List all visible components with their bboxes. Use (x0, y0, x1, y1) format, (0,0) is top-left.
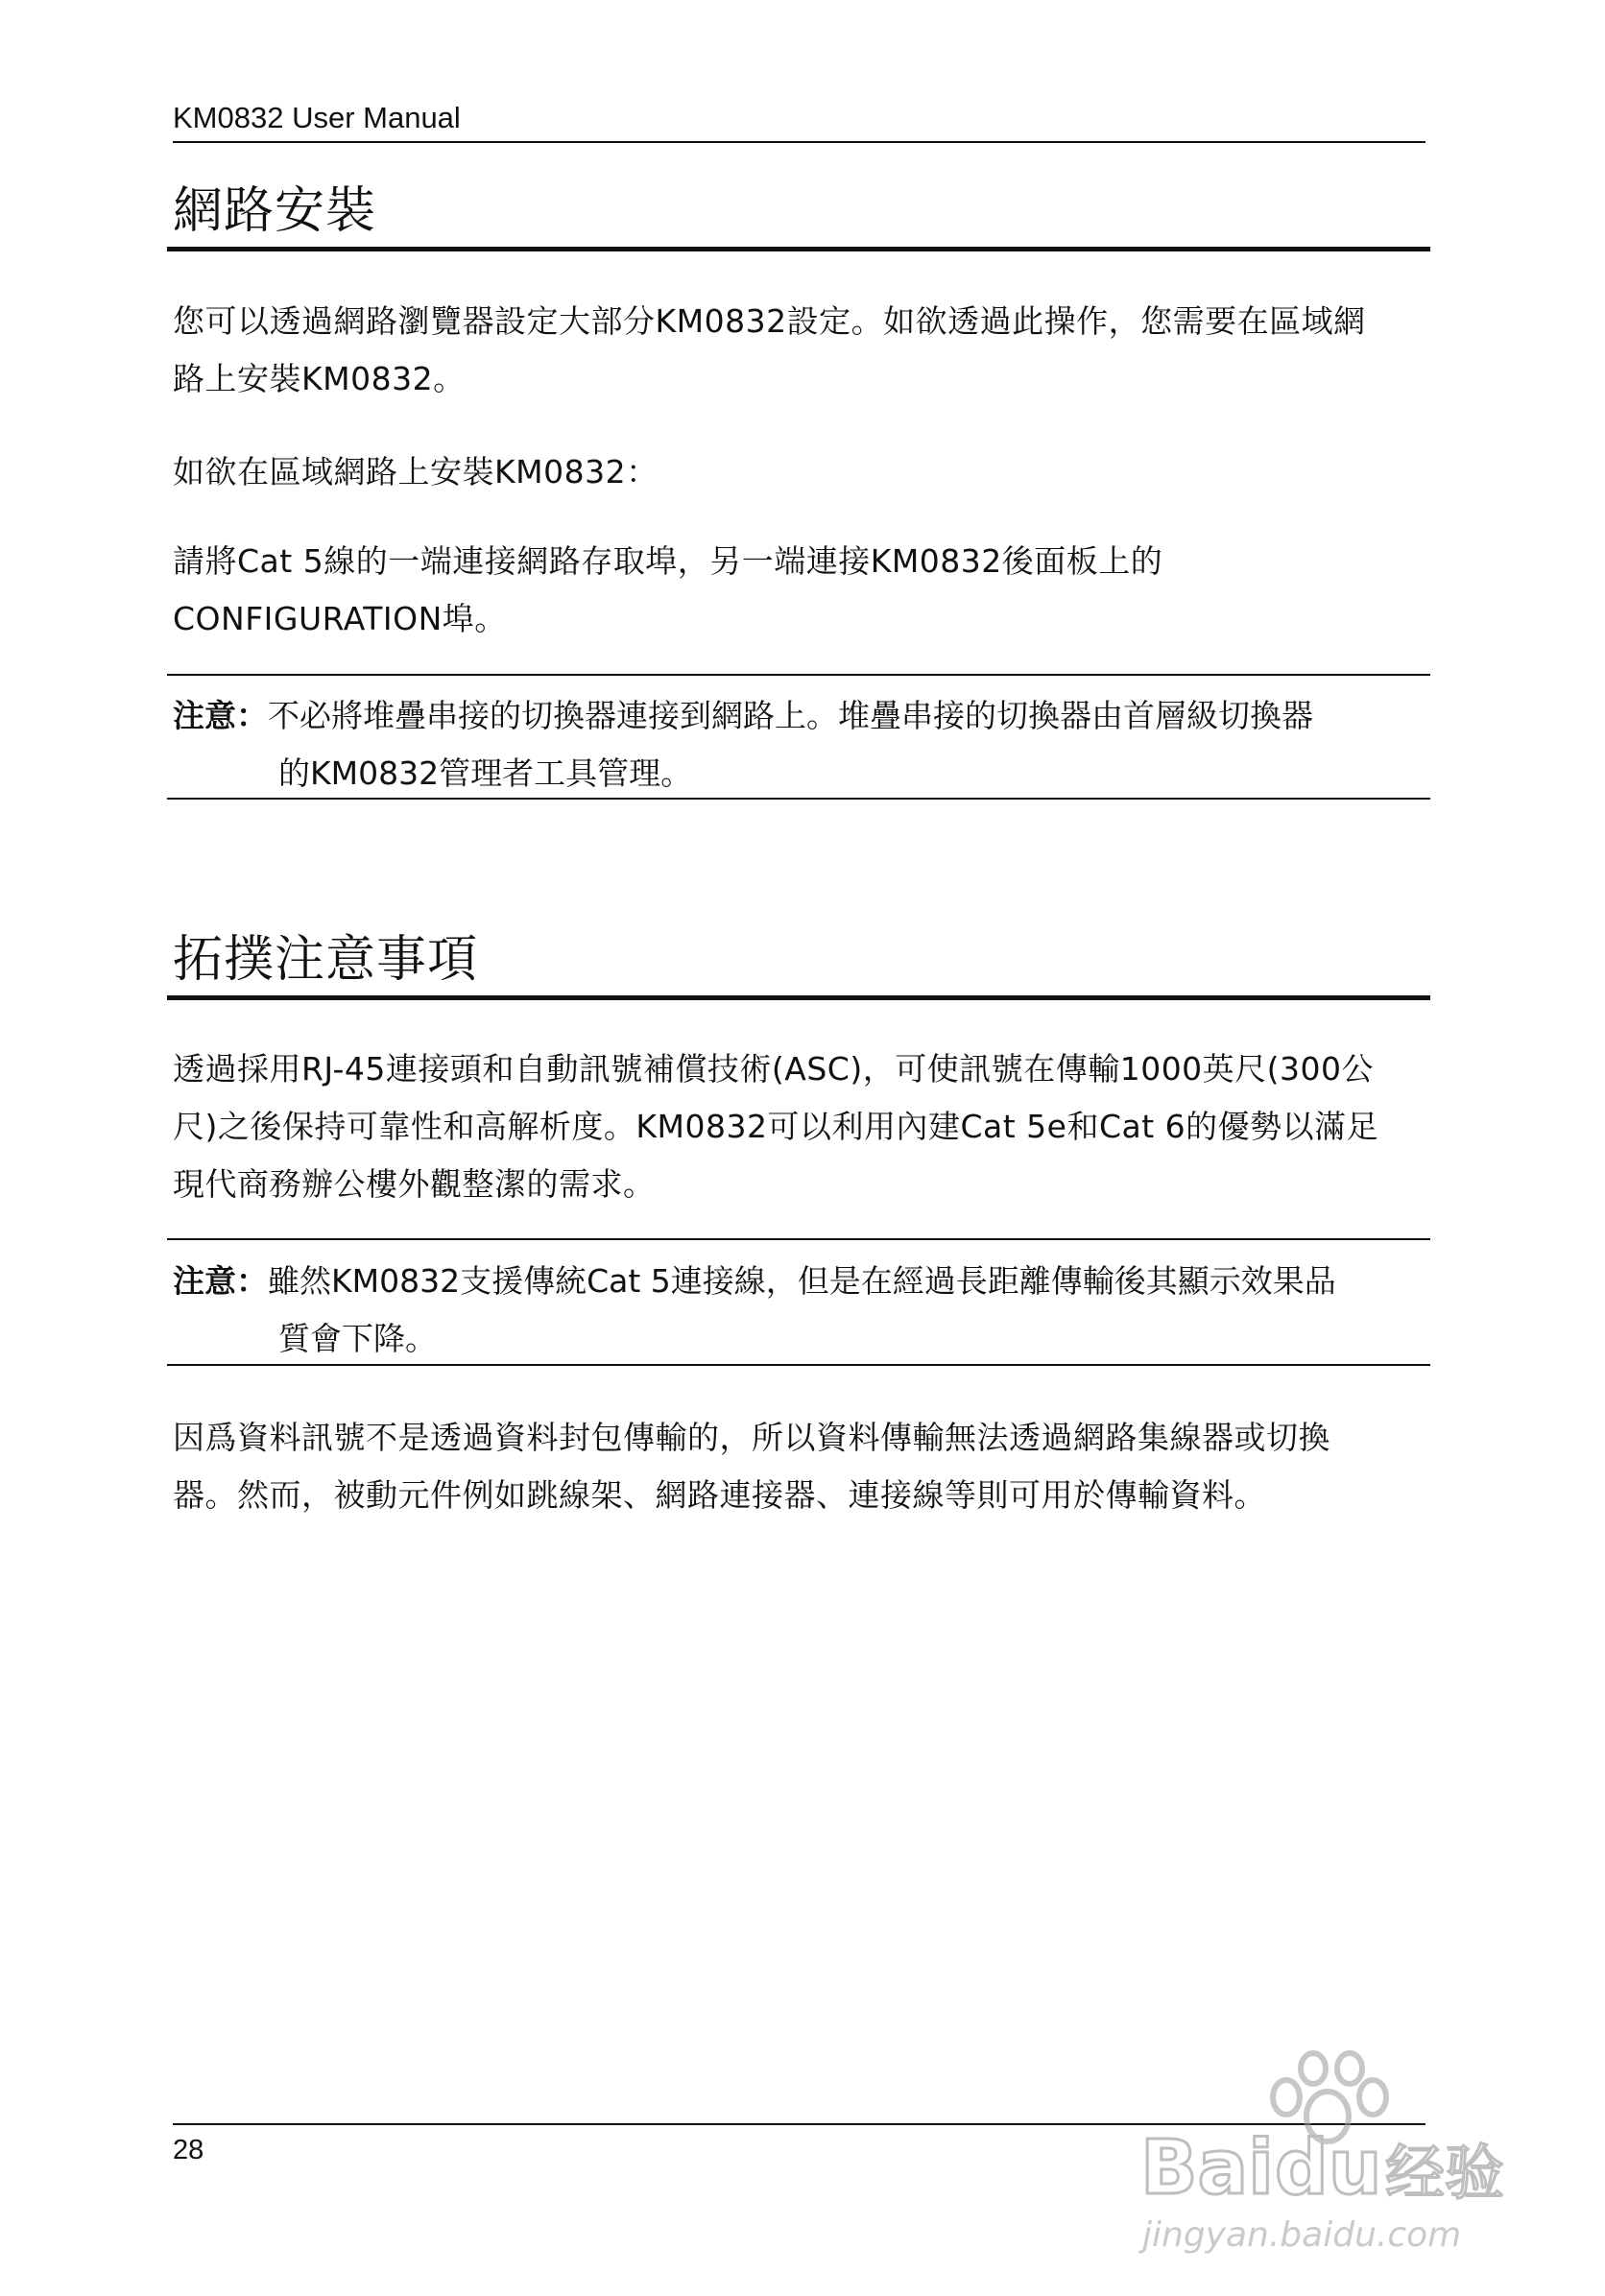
text-line: 請將Cat 5線的一端連接網路存取埠，另一端連接KM0832後面板上的 (173, 542, 1163, 580)
text-line: 因爲資料訊號不是透過資料封包傳輸的，所以資料傳輸無法透過網路集線器或切換 (173, 1419, 1330, 1456)
note-top-rule (167, 674, 1430, 676)
note-line (173, 1253, 1425, 1310)
text-line: CONFIGURATION埠。 (173, 600, 507, 637)
paragraph-asc (173, 1040, 1425, 1213)
page-number: 28 (173, 2135, 204, 2165)
text-line: 如欲在區域網路上安裝KM0832： (173, 453, 659, 490)
note-text: 的KM0832管理者工具管理。 (278, 754, 693, 792)
paragraph-intro (173, 293, 1425, 408)
text-line: 透過採用RJ-45連接頭和自動訊號補償技術(ASC)，可使訊號在傳輸1000英尺(300公 (173, 1050, 1375, 1088)
paragraph-cable-step (173, 533, 1425, 648)
note-line (173, 687, 1425, 745)
paragraph-data-transfer (173, 1409, 1425, 1524)
text-line: 您可以透過網路瀏覽器設定大部分KM0832設定。如欲透過此操作，您需要在區域網 (173, 302, 1366, 340)
note-label: 注意： (173, 697, 268, 734)
text-line: 路上安裝KM0832。 (173, 360, 466, 397)
baidu-watermark-logo (1121, 2040, 1505, 2270)
section-title-topology: 拓撲注意事項 (173, 931, 479, 989)
note-text: 雖然KM0832支援傳統Cat 5連接線，但是在經過長距離傳輸後其顯示效果品 (268, 1262, 1336, 1300)
note-bottom-rule (167, 1364, 1430, 1366)
header-rule (173, 141, 1425, 143)
svg-text:经验: 经验 (1385, 2138, 1505, 2208)
section-title-rule (167, 247, 1430, 251)
note-bottom-rule (167, 798, 1430, 800)
note-label: 注意： (173, 1262, 268, 1300)
note-text: 不必將堆疊串接的切換器連接到網路上。堆疊串接的切換器由首層級切換器 (268, 697, 1313, 734)
text-line: 現代商務辦公樓外觀整潔的需求。 (173, 1165, 656, 1203)
note-text: 質會下降。 (278, 1320, 437, 1357)
note-top-rule (167, 1238, 1430, 1240)
svg-text:du: du (1275, 2125, 1382, 2212)
svg-text:jingyan.baidu.com: jingyan.baidu.com (1142, 2215, 1462, 2255)
paragraph-instruction-lead (173, 443, 1425, 501)
svg-text:Bai: Bai (1140, 2125, 1274, 2212)
running-header: KM0832 User Manual (173, 101, 461, 134)
section-title-rule (167, 995, 1430, 1000)
section-title-network-install: 網路安裝 (173, 182, 377, 240)
text-line: 器。然而，被動元件例如跳線架、網路連接器、連接線等則可用於傳輸資料。 (173, 1476, 1266, 1514)
note-box-cascade (173, 687, 1425, 802)
note-box-cat5 (173, 1253, 1425, 1368)
text-line: 尺)之後保持可靠性和高解析度。KM0832可以利用內建Cat 5e和Cat 6的優勢以滿足 (173, 1108, 1379, 1145)
